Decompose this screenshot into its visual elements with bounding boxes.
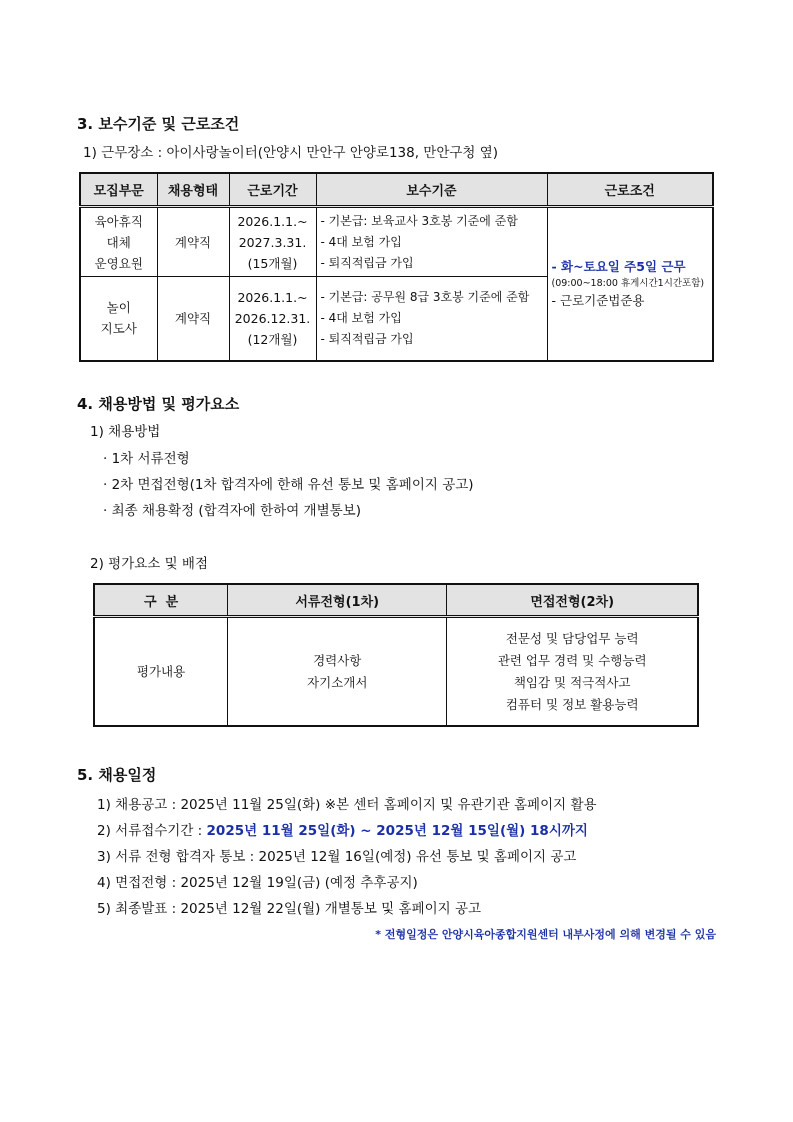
table-header-row (80, 173, 713, 207)
header-dept: 모집부문 (80, 173, 157, 207)
header-pay: 보수기준 (316, 173, 547, 207)
eval-title: 2) 평가요소 및 배점 (90, 556, 209, 572)
hours-text: (09:00~18:00 휴게시간1시간포함) (551, 277, 705, 289)
schedule-note: * 전형일정은 안양시육아종합지원센터 내부사정에 의해 변경될 수 있음 (375, 928, 716, 941)
section5-title: 5. 채용일정 (77, 766, 157, 784)
labor-law-text: - 근로기준법준용 (551, 292, 645, 308)
evaluation-table (93, 583, 699, 727)
schedule-item: 5) 최종발표 : 2025년 12월 22일(월) 개별통보 및 홈페이지 공고 (97, 901, 482, 917)
schedule-item: 1) 채용공고 : 2025년 11월 25일(화) ※본 센터 홈페이지 및 유관기관 홈페이지 활용 (97, 797, 597, 813)
table-row (94, 617, 698, 727)
dept-cell: 놀이 지도사 (80, 277, 157, 361)
pay-cell: - 기본급: 공무원 8급 3호봉 기준에 준함 - 4대 보험 가입 - 퇴직적립금 가입 (316, 277, 547, 361)
interview-items-cell: 전문성 및 담당업무 능력 관련 업무 경력 및 수행능력 책임감 및 적극적사고 컴퓨터 및 정보 활용능력 (447, 617, 698, 727)
dept-cell: 육아휴직 대체 운영요원 (80, 207, 157, 277)
method-item: · 최종 채용확정 (합격자에 한하여 개별통보) (103, 503, 361, 519)
header-type: 채용형태 (157, 173, 229, 207)
table-header-row (94, 584, 698, 617)
method-title: 1) 채용방법 (90, 424, 161, 440)
header-doc-screening: 서류전형(1차) (228, 584, 447, 617)
workplace-text: 1) 근무장소 : 아이사랑놀이터(안양시 만안구 안양로138, 만안구청 옆) (83, 145, 499, 161)
table-row (80, 207, 713, 277)
workdays-text: - 화~토요일 주5일 근무 (551, 258, 686, 274)
type-cell: 계약직 (157, 207, 229, 277)
application-period-highlight: 2025년 11월 25일(화) ~ 2025년 12월 15일(월) 18시까지 (206, 823, 588, 839)
header-conditions: 근로조건 (547, 173, 713, 207)
header-category: 구 분 (94, 584, 228, 617)
header-interview: 면접전형(2차) (447, 584, 698, 617)
schedule-item: 4) 면접전형 : 2025년 12월 19일(금) (예정 추후공지) (97, 875, 418, 891)
doc-items-cell: 경력사항 자기소개서 (228, 617, 447, 727)
eval-label-cell: 평가내용 (94, 617, 228, 727)
period-cell: 2026.1.1.~ 2027.3.31. (15개월) (229, 207, 316, 277)
section3-title: 3. 보수기준 및 근로조건 (77, 115, 240, 133)
schedule-item: 2) 서류접수기간 : 2025년 11월 25일(화) ~ 2025년 12월 15일(월) 18시까지 (97, 823, 588, 839)
method-item: · 1차 서류전형 (103, 451, 190, 467)
pay-conditions-table (79, 172, 714, 362)
type-cell: 계약직 (157, 277, 229, 361)
header-period: 근로기간 (229, 173, 316, 207)
conditions-cell (547, 207, 713, 361)
section4-title: 4. 채용방법 및 평가요소 (77, 395, 240, 413)
method-item: · 2차 면접전형(1차 합격자에 한해 유선 통보 및 홈페이지 공고) (103, 477, 474, 493)
period-cell: 2026.1.1.~ 2026.12.31. (12개월) (229, 277, 316, 361)
pay-cell: - 기본급: 보육교사 3호봉 기준에 준함 - 4대 보험 가입 - 퇴직적립금 가입 (316, 207, 547, 277)
schedule-item: 3) 서류 전형 합격자 통보 : 2025년 12월 16일(예정) 유선 통보 및 홈페이지 공고 (97, 849, 577, 865)
